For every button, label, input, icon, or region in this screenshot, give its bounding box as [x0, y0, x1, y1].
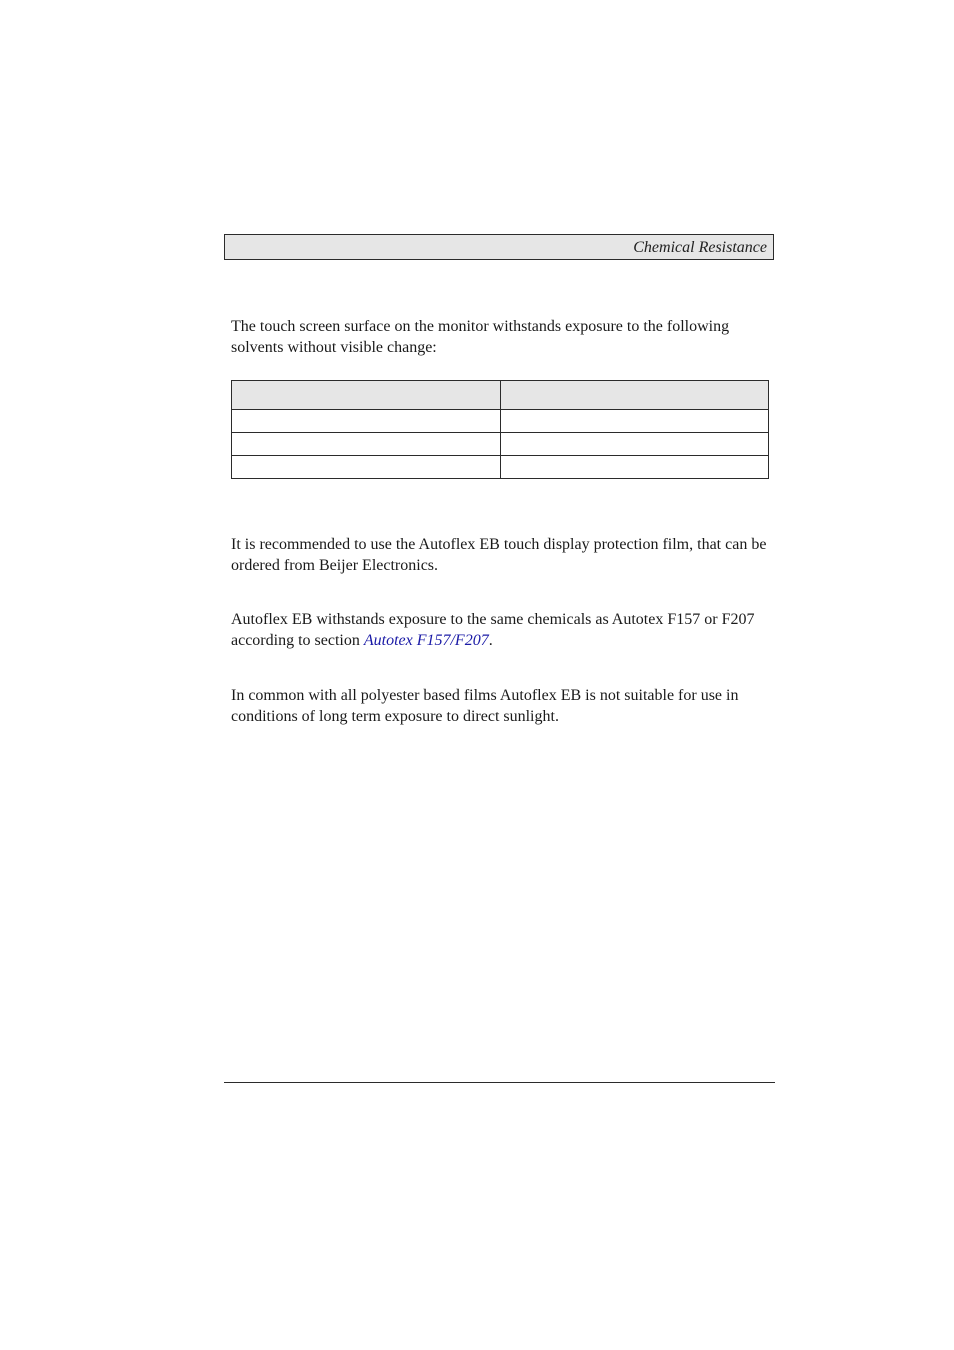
section-header-bar: [224, 234, 774, 260]
table-row: [232, 456, 769, 479]
chemicals-text: Autoflex EB withstands exposure to the same chemicals as Autotex F157 or F207 according to section: [231, 611, 755, 649]
table-cell: [232, 433, 501, 456]
table-header-cell: [500, 381, 769, 410]
sunlight-paragraph: In common with all polyester based films Autoflex EB is not suitable for use in conditions of long term exposure to direct sunlight.: [231, 687, 739, 725]
table-cell: [500, 456, 769, 479]
table-cell: [500, 410, 769, 433]
section-title: Chemical Resistance: [633, 239, 767, 256]
table-header-cell: [232, 381, 501, 410]
table-cell: [232, 456, 501, 479]
chemicals-text-end: .: [488, 632, 493, 649]
table-row: [232, 410, 769, 433]
solvent-table: [231, 380, 769, 479]
autotex-section-link[interactable]: Autotex F157/F207: [363, 632, 489, 649]
table-row: [232, 433, 769, 456]
table-cell: [500, 433, 769, 456]
table-cell: [232, 410, 501, 433]
intro-paragraph: The touch screen surface on the monitor withstands exposure to the following solvents without visible change:: [231, 318, 730, 356]
footer-divider: [224, 1082, 775, 1083]
recommendation-paragraph: It is recommended to use the Autoflex EB touch display protection film, that can be ordered from Beijer Electronics.: [231, 536, 767, 574]
chemicals-paragraph: [231, 609, 776, 651]
table-header-row: [232, 381, 769, 410]
